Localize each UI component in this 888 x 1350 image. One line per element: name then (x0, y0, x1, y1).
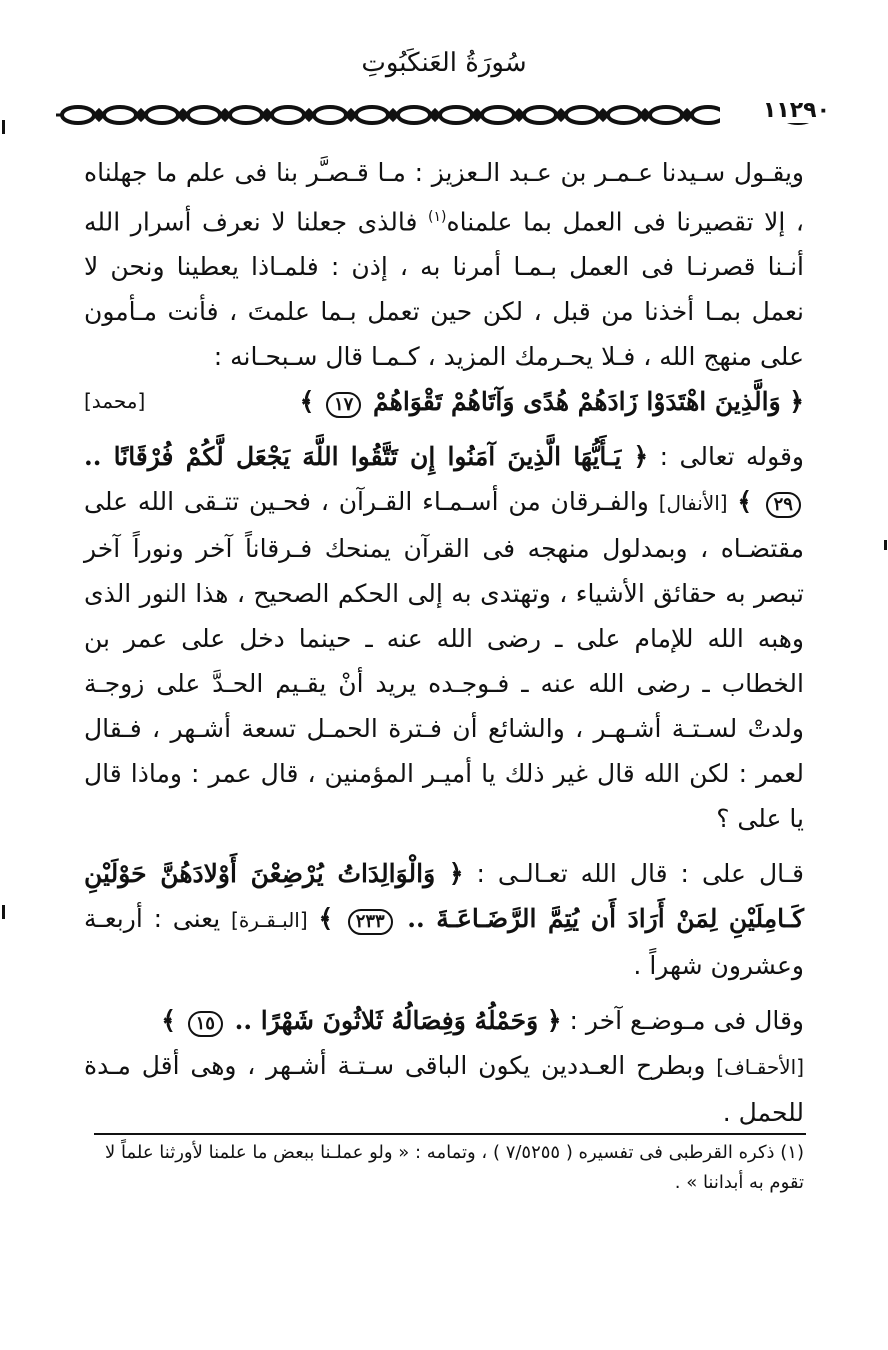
paragraph-text: وقال فى مـوضـع آخر : (561, 1006, 804, 1036)
paragraph-text: فالذى جعلنا لا نعرف أسرار الله أنـنا قصرنـا فى العمل بـمـا أمرنا به ، إذن : فلمـاذا يعطينا ونحن لا نعمل بمـا أخذنا من قبل ، لكن حين تعمل بـما علمتَ ، فأنت مـأمون على منهج الله ، فـلا يحـرمك المزيد ، كـمـا قال سـبحـانه : (84, 207, 804, 372)
verse-text: ﴿ وَالَّذِينَ اهْتَدَوْا زَادَهُمْ هُدًى وَآتَاهُمْ تَقْوَاهُمْ (373, 387, 804, 417)
chain-link (188, 107, 220, 123)
main-text (84, 150, 804, 1145)
chain-link (608, 107, 640, 123)
chain-link (356, 107, 388, 123)
paragraph-2 (84, 434, 804, 841)
page-number: ١١٢٩٠ (720, 98, 834, 123)
chain-diamond (179, 111, 187, 119)
chain-link (314, 107, 346, 123)
paragraph-3 (84, 851, 804, 988)
chain-link (62, 107, 94, 123)
chain-diamond (263, 111, 271, 119)
verse-bracket: ﴾ (318, 904, 334, 934)
chain-diamond (95, 111, 103, 119)
chain-diamond (473, 111, 481, 119)
ayah-number: ١٥ (188, 1011, 223, 1037)
paragraph-4 (84, 998, 804, 1135)
scan-edge-mark (2, 120, 5, 134)
chain-link (524, 107, 556, 123)
footnote-marker: (١) (428, 209, 447, 225)
verse-bracket: ﴾ (299, 387, 315, 417)
chain-diamond (347, 111, 355, 119)
chain-diamond (683, 111, 691, 119)
paragraph-text: والفـرقان من أسـمـاء القـرآن ، فحـين تتـقى الله على مقتضـاه ، وبمدلول منهجه فى القرآن يمنحك فـرقاناً آخر ونوراً آخر تبصر به حقائق الأشياء ، وتهتدى به إلى الحكم الصحيح ، هذا النور الذى وهبه الله للإمام على ـ رضى الله عنه ـ حينما دخل على عمر بن الخطاب ـ رضى الله عنه ـ فـوجـده يريد أنْ يقـيم الحـدَّ على زوجـة ولدتْ لسـتـة أشـهـر ، والشائع أن فـترة الحمـل تسعة أشـهر ، فـقال لعمر : لكن الله قال غير ذلك يا أميـر المؤمنين ، قال عمر : وماذا قال يا على ؟ (84, 487, 804, 834)
quran-verse (161, 1006, 561, 1035)
verse-bracket: ﴾ (161, 1006, 176, 1036)
paragraph-text: وقوله تعالى : (648, 442, 805, 472)
footnote-text: ذكره القرطبى فى تفسيره ( ٧/٥٢٥٥ ) ، وتمامه : « ولو عملـنا ببعض ما علمنا لأورثنا علماً لا تقوم به أبداننا » . (104, 1142, 804, 1193)
verse-text: ﴿ يَـأَيُّهَا الَّذِينَ آمَنُوا إِن تَتَّقُوا اللَّهَ يَجْعَل لَّكُمْ فُرْقَانًا .. (84, 442, 649, 472)
chain-diamond (221, 111, 229, 119)
chain-link (566, 107, 598, 123)
ayah-number: ٢٩ (766, 492, 801, 518)
chain-diamond (557, 111, 565, 119)
scan-edge-mark (2, 905, 5, 919)
footnote-divider (94, 1133, 806, 1135)
surah-title: سُورَةُ العَنكَبُوتِ (361, 48, 527, 78)
chain-diamond (389, 111, 397, 119)
chain-diamond (431, 111, 439, 119)
paragraph-1 (84, 150, 804, 424)
scan-edge-mark (884, 540, 887, 550)
chain-diamond (515, 111, 523, 119)
paragraph-text: وبطرح العـددين يكون الباقى سـتـة أشـهر ، وهى أقل مـدة للحمل . (84, 1051, 804, 1128)
chain-diamond (137, 111, 145, 119)
chain-diamond (305, 111, 313, 119)
paragraph-text: قـال على : قال الله تعـالـى : (463, 859, 804, 889)
ayah-number: ١٧ (326, 392, 361, 418)
verse-text: ﴿ وَالْوَالِدَاتُ يُرْضِعْنَ أَوْلادَهُنَّ حَوْلَيْنِ كَـامِلَيْنِ لِمَنْ أَرَادَ أَن يُتِمَّ الرَّضَـاعَـةَ .. (84, 859, 804, 934)
verse-reference: [البـقـرة] (231, 908, 308, 933)
footnote-number: (١) (780, 1142, 804, 1163)
chain-link (482, 107, 514, 123)
chain-link (650, 107, 682, 123)
chain-diamond (599, 111, 607, 119)
chain-link (230, 107, 262, 123)
verse-text: ﴿ وَحَمْلُهُ وَفِصَالُهُ ثَلاثُونَ شَهْرًا .. (234, 1006, 562, 1036)
header-ornament (56, 102, 816, 128)
chain-link (272, 107, 304, 123)
verse-reference: [الأنفال] (658, 491, 728, 516)
chain-diamond (641, 111, 649, 119)
chain-link (398, 107, 430, 123)
chain-link (440, 107, 472, 123)
paragraph-text: ويقـول سـيدنا عـمـر بن عـبد الـعزيز : مـا قـصـَّر بنا فى علم ما جهلناه ، إلا تقصيرنا فى العمل بما علمناه (84, 158, 804, 237)
verse-reference: [محمد] (84, 389, 146, 414)
footnotes (84, 1138, 804, 1198)
verse-bracket: ﴾ (737, 487, 753, 517)
chain-link (146, 107, 178, 123)
quran-verse (300, 387, 804, 416)
verse-reference: [الأحقـاف] (716, 1055, 804, 1080)
chain-link (104, 107, 136, 123)
paragraph-text: يعنى : أربعـة وعشرون شهراً . (84, 904, 804, 981)
ayah-number: ٢٣٣ (348, 909, 393, 935)
